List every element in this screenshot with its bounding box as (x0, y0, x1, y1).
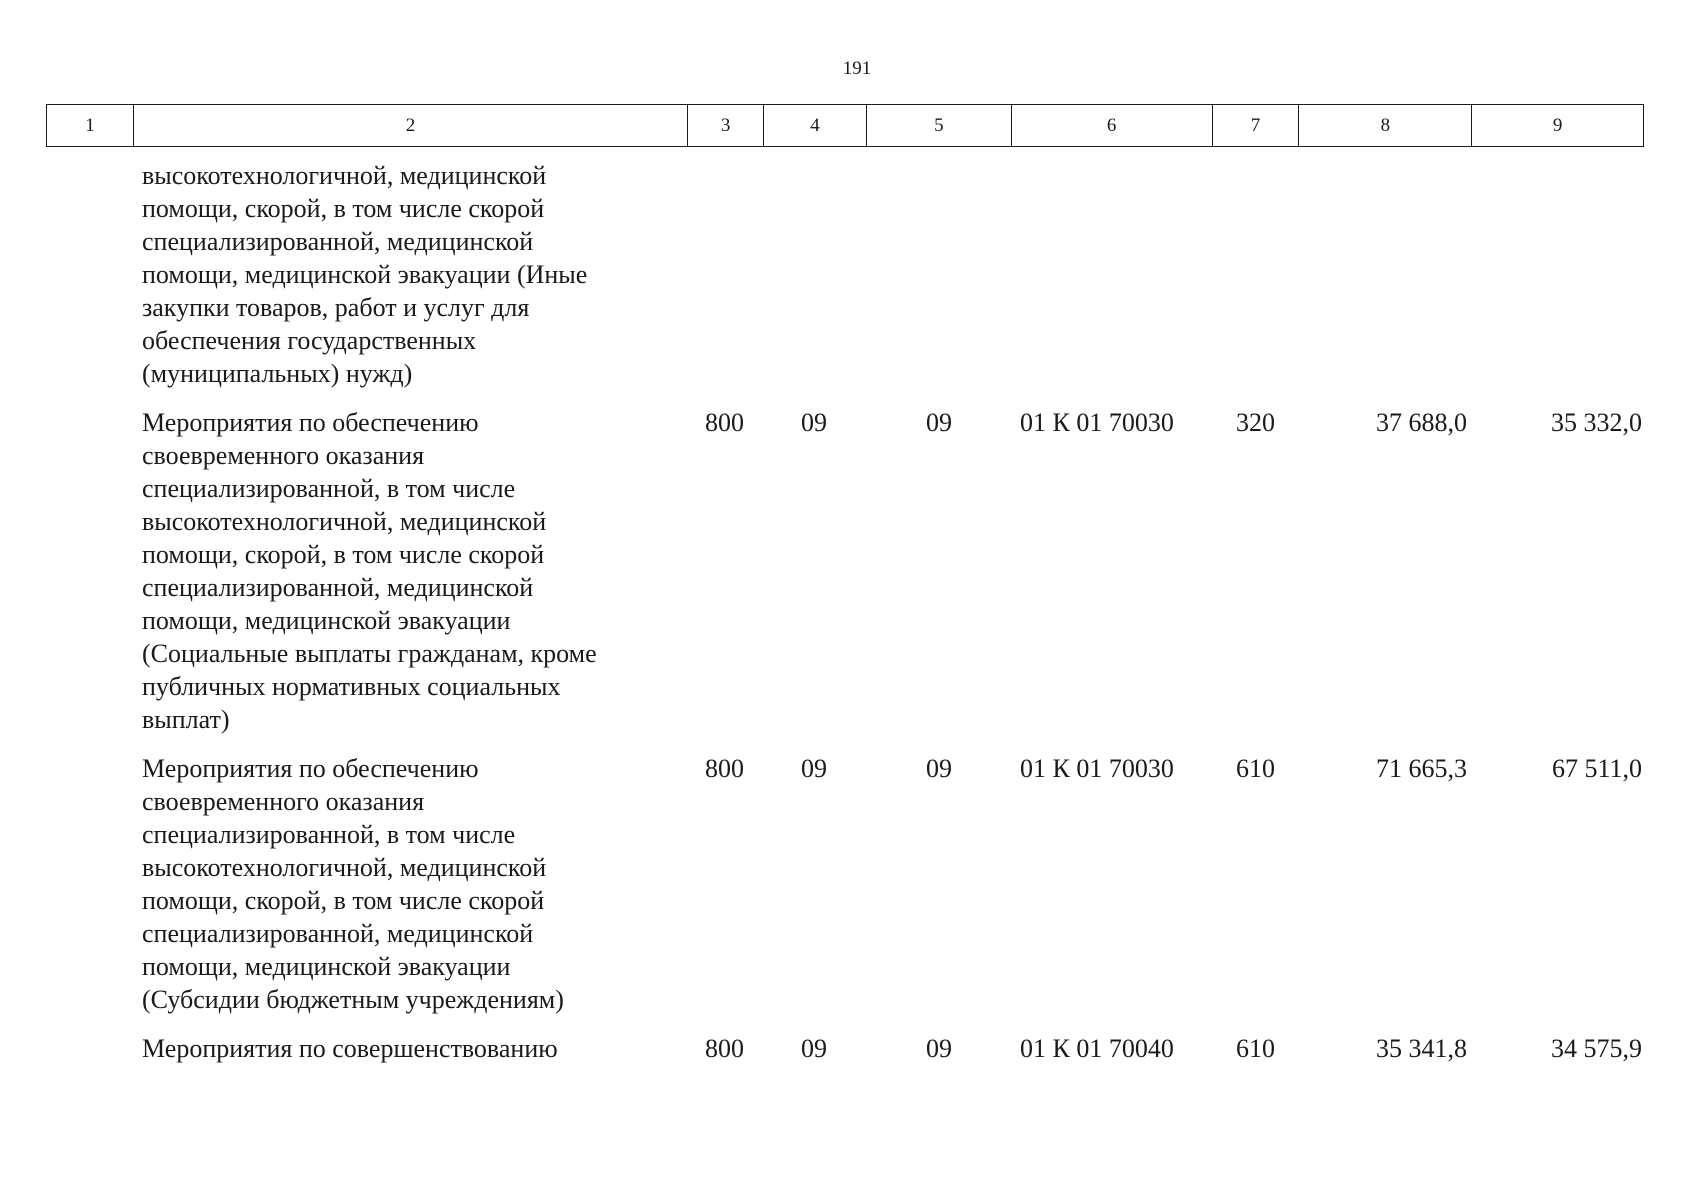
description-line: закупки товаров, работ и услуг для (142, 293, 530, 322)
subsection-code: 09 (926, 408, 952, 437)
target-article-code: 01 К 01 70040 (1020, 1034, 1174, 1063)
description-line: публичных нормативных социальных (142, 672, 561, 701)
table-row (0, 1032, 1697, 1065)
row-description (142, 752, 662, 1016)
description-line: помощи, медицинской эвакуации (Иные (142, 260, 588, 289)
description-line: помощи, скорой, в том числе скорой (142, 886, 545, 915)
column-number-header (46, 104, 1644, 147)
description-line: специализированной, медицинской (142, 227, 534, 256)
vedom-code: 800 (705, 754, 744, 783)
amount-column-8: 71 665,3 (1376, 754, 1467, 783)
table-row (0, 752, 1697, 1016)
description-line: помощи, скорой, в том числе скорой (142, 540, 545, 569)
description-line: высокотехнологичной, медицинской (142, 161, 547, 190)
vedom-code: 800 (705, 1034, 744, 1063)
amount-column-8: 37 688,0 (1376, 408, 1467, 437)
column-header-4: 4 (764, 105, 867, 146)
expense-type-code: 610 (1236, 754, 1275, 783)
description-line: специализированной, в том числе (142, 474, 516, 503)
amount-column-9: 34 575,9 (1551, 1034, 1642, 1063)
description-line: помощи, скорой, в том числе скорой (142, 194, 545, 223)
vedom-code: 800 (705, 408, 744, 437)
description-line: помощи, медицинской эвакуации (142, 606, 511, 635)
subsection-code: 09 (926, 1034, 952, 1063)
description-line: специализированной, в том числе (142, 820, 516, 849)
description-line: Мероприятия по обеспечению (142, 754, 479, 783)
column-header-7: 7 (1213, 105, 1300, 146)
subsection-code: 09 (926, 754, 952, 783)
column-header-9: 9 (1552, 114, 1563, 136)
section-code: 09 (801, 408, 827, 437)
description-line: (муниципальных) нужд) (142, 359, 413, 388)
description-line: Мероприятия по обеспечению (142, 408, 479, 437)
amount-column-8: 35 341,8 (1376, 1034, 1467, 1063)
description-line: выплат) (142, 705, 230, 734)
row-description (142, 406, 662, 736)
section-code: 09 (801, 1034, 827, 1063)
table-body (0, 159, 1697, 1065)
description-line: своевременного оказания (142, 441, 425, 470)
description-line: специализированной, медицинской (142, 573, 534, 602)
column-header-1: 1 (47, 105, 134, 146)
description-line: обеспечения государственных (142, 326, 477, 355)
section-code: 09 (801, 754, 827, 783)
description-line: Мероприятия по совершенствованию (142, 1034, 558, 1063)
column-header-6: 6 (1012, 105, 1213, 146)
expense-type-code: 610 (1236, 1034, 1275, 1063)
description-line: своевременного оказания (142, 787, 425, 816)
target-article-code: 01 К 01 70030 (1020, 408, 1174, 437)
description-line: (Социальные выплаты гражданам, кроме (142, 639, 597, 668)
expense-type-code: 320 (1236, 408, 1275, 437)
target-article-code: 01 К 01 70030 (1020, 754, 1174, 783)
column-header-5: 5 (867, 105, 1012, 146)
amount-column-9: 35 332,0 (1551, 408, 1642, 437)
row-description (142, 1032, 662, 1065)
page-number: 191 (842, 58, 872, 79)
description-line: (Субсидии бюджетным учреждениям) (142, 985, 564, 1014)
description-line: специализированной, медицинской (142, 919, 534, 948)
column-header-8: 8 (1299, 105, 1472, 146)
column-header-2: 2 (134, 105, 688, 146)
column-header-3: 3 (688, 105, 764, 146)
table-row (0, 159, 1697, 390)
description-line: высокотехнологичной, медицинской (142, 853, 547, 882)
table-row (0, 406, 1697, 736)
description-line: высокотехнологичной, медицинской (142, 507, 547, 536)
description-line: помощи, медицинской эвакуации (142, 952, 511, 981)
row-description (142, 159, 662, 390)
amount-column-9: 67 511,0 (1551, 754, 1642, 783)
